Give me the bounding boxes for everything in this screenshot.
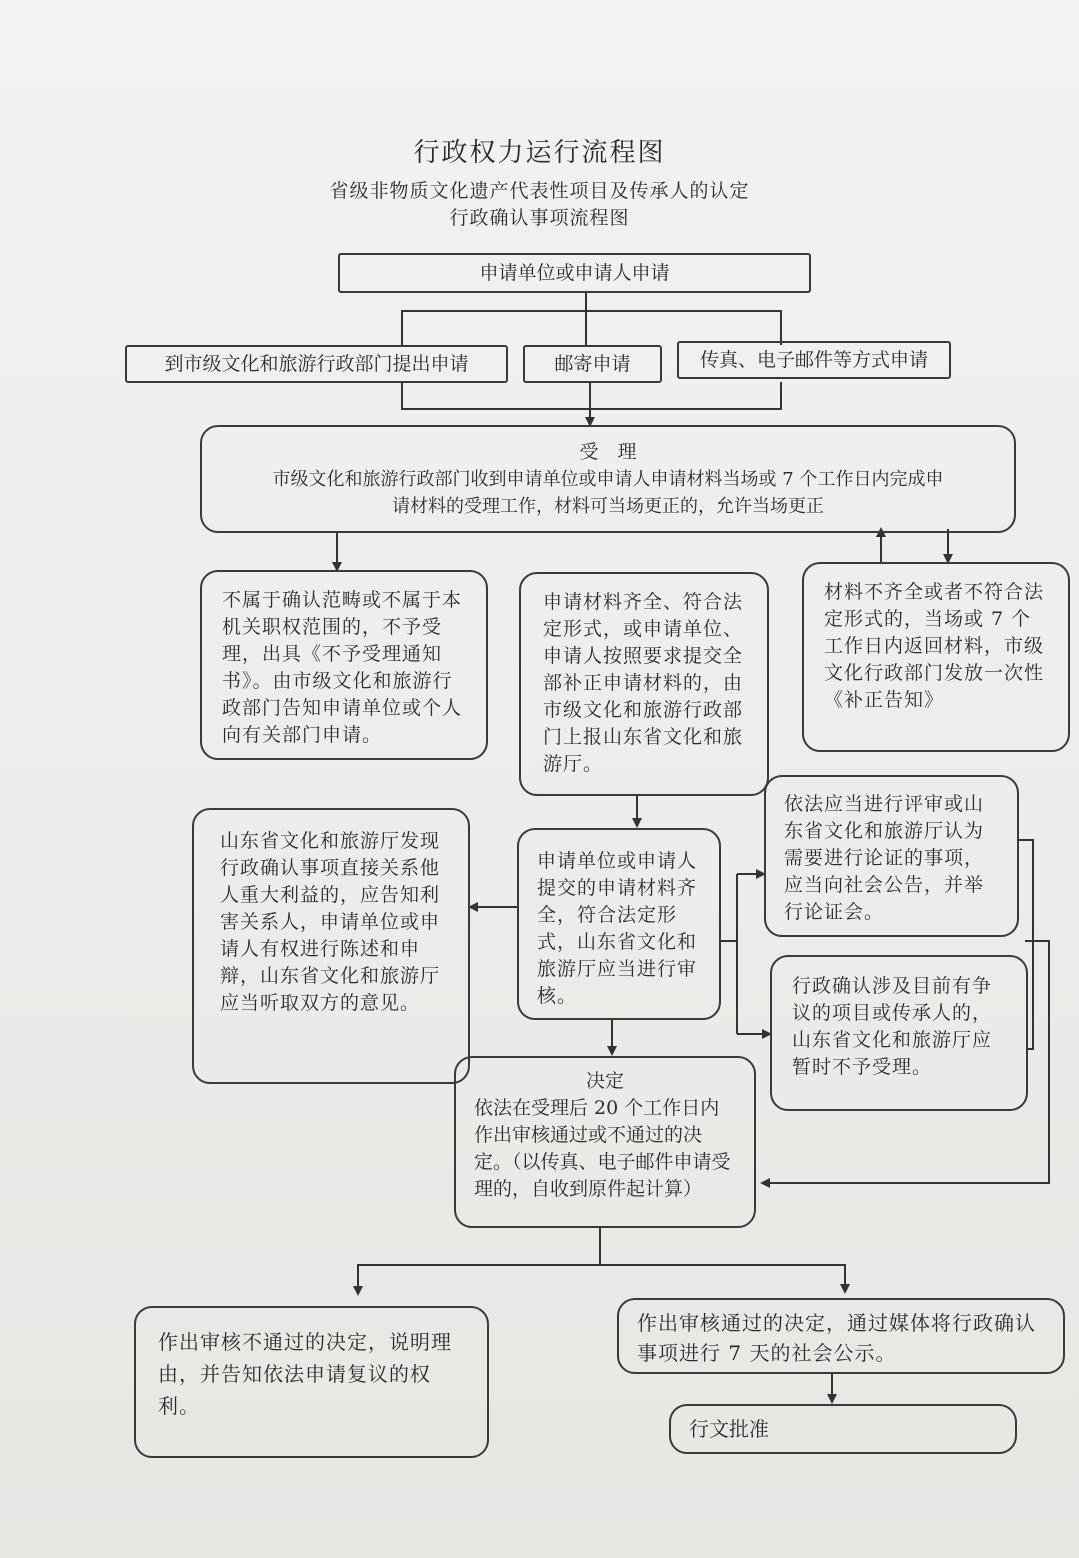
node-incomplete-text: 材料不齐全或者不符合法定形式的，当场或 7 个工作日内返回材料，市级文化行政部门发放一次性《补正告知》 (824, 581, 1045, 711)
node-decision (454, 1056, 756, 1228)
node-mail-apply (523, 345, 662, 383)
page-subtitle-line1: 省级非物质文化遗产代表性项目及传承人的认定 (329, 180, 750, 202)
node-accept-title: 受 理 (579, 441, 637, 463)
node-accept-line1: 市级文化和旅游行政部门收到申请单位或申请人申请材料当场或 7 个工作日内完成申 (272, 469, 944, 490)
node-accept (200, 425, 1016, 533)
node-incomplete (802, 562, 1070, 752)
connector-outcome-split (358, 1265, 845, 1290)
node-complete-text: 申请材料齐全、符合法定形式，或申请单位、申请人按照要求提交全部补正申请材料的，由市级文化和旅游行政部门上报山东省文化和旅游厅。 (543, 591, 744, 775)
node-apply-text: 申请单位或申请人申请 (479, 261, 670, 284)
node-decision-body: 依法在受理后 20 个工作日内作出审核通过或不通过的决定。（以传真、电子邮件申请受理的，自收到原件起计算） (474, 1097, 731, 1200)
node-apply (338, 253, 811, 293)
node-accept-line2: 请材料的受理工作，材料可当场更正的，允许当场更正 (392, 496, 824, 517)
node-issue-text: 行文批准 (689, 1416, 769, 1441)
node-reject (134, 1306, 489, 1458)
node-fax-apply-text: 传真、电子邮件等方式申请 (699, 348, 928, 371)
node-stakeholder (192, 808, 470, 1084)
node-dispute-text: 行政确认涉及目前有争议的项目或传承人的，山东省文化和旅游厅应暂时不予受理。 (792, 975, 993, 1078)
page-subtitle-line2: 行政确认事项流程图 (449, 207, 630, 229)
node-not-accept (200, 570, 488, 760)
node-issue (669, 1404, 1017, 1454)
node-fax-apply (677, 341, 951, 379)
node-not-accept-text: 不属于确认范畴或不属于本机关职权范围的，不予受理，出具《不予受理通知书》。由市级文化和旅游行政部门告知申请单位或个人向有关部门申请。 (222, 589, 463, 746)
node-dispute (770, 955, 1028, 1111)
connector-branch-top (402, 311, 781, 345)
page-title: 行政权力运行流程图 (413, 138, 666, 168)
node-review (517, 828, 721, 1020)
node-stakeholder-text: 山东省文化和旅游厅发现行政确认事项直接关系他人重大利益的，应告知利害关系人，申请单位或申请人有权进行陈述和申辩，山东省文化和旅游厅应当听取双方的意见。 (220, 830, 441, 1014)
node-complete (519, 572, 769, 796)
node-review-text: 申请单位或申请人提交的申请材料齐全，符合法定形式，山东省文化和旅游厅应当进行审核。 (537, 850, 698, 1007)
node-mail-apply-text: 邮寄申请 (554, 352, 631, 375)
node-approve (617, 1298, 1065, 1374)
connector-branch-bottom (402, 382, 781, 409)
node-hearing-text: 依法应当进行评审或山东省文化和旅游厅认为需要进行论证的事项，应当向社会公告，并举行论证会。 (784, 793, 985, 923)
node-city-apply-text: 到市级文化和旅游行政部门提出申请 (164, 352, 469, 375)
node-decision-title: 决定 (585, 1070, 624, 1092)
node-reject-text: 作出审核不通过的决定，说明理由，并告知依法申请复议的权利。 (158, 1330, 452, 1418)
node-city-apply (125, 345, 508, 383)
node-hearing (764, 775, 1019, 937)
node-approve-text: 作出审核通过的决定，通过媒体将行政确认事项进行 7 天的社会公示。 (637, 1311, 1036, 1365)
